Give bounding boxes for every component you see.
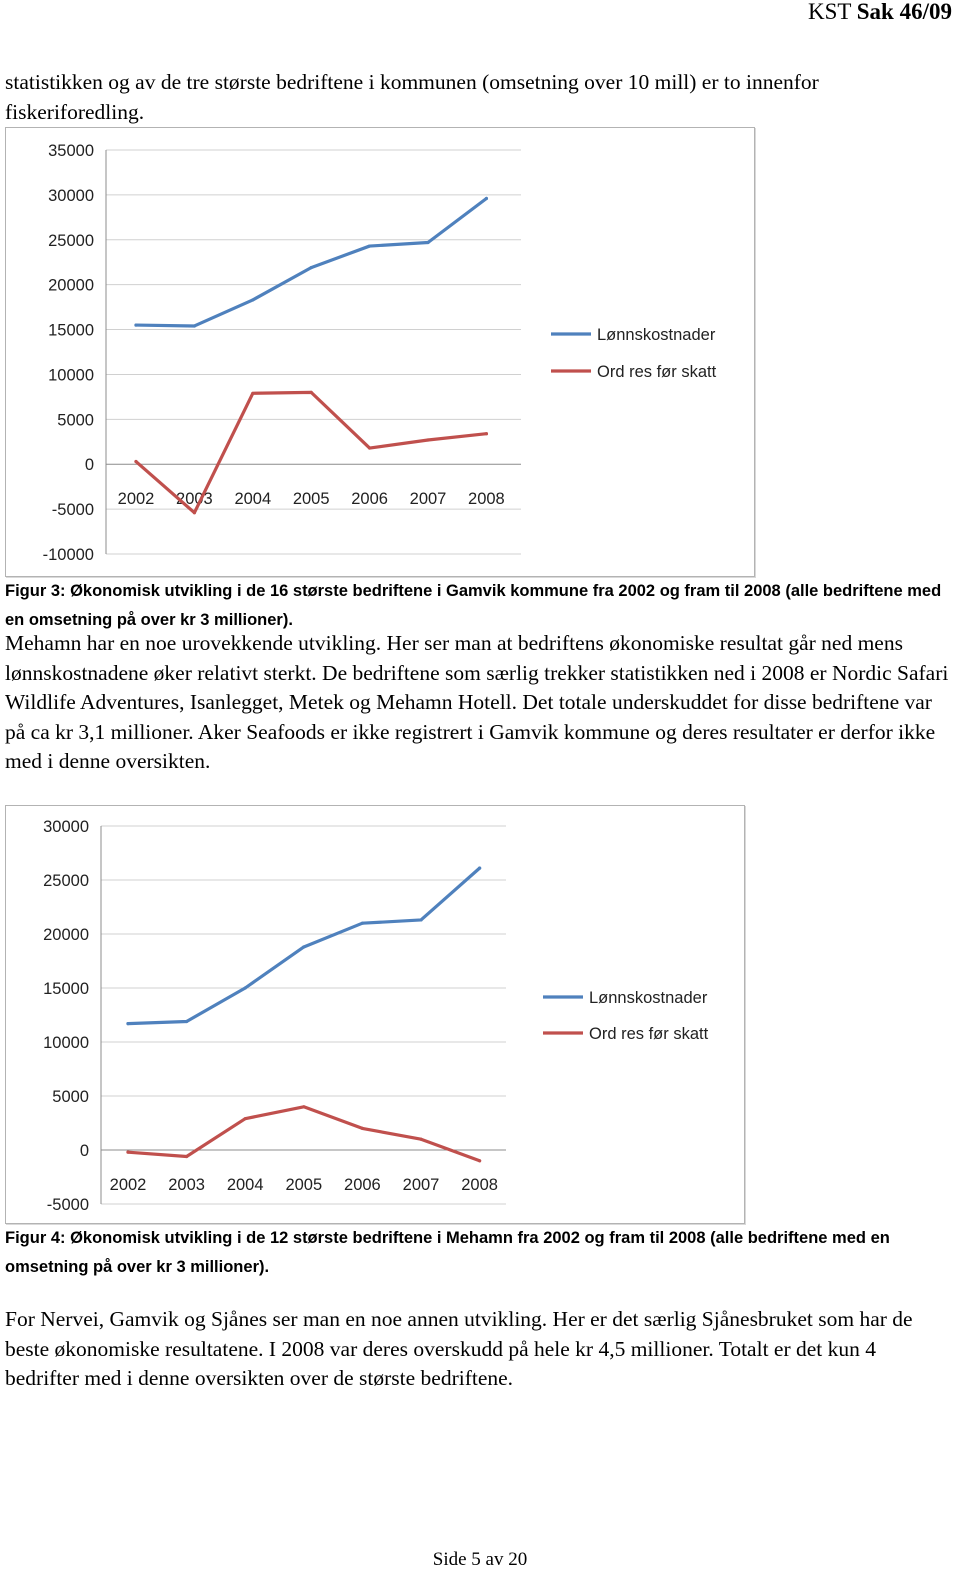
y-tick-label: 15000: [48, 321, 94, 340]
x-tick-label: 2003: [168, 1176, 205, 1194]
page-footer: Side 5 av 20: [432, 1549, 528, 1570]
data-point: [426, 241, 429, 244]
y-tick-label: 10000: [43, 1034, 89, 1052]
data-point: [251, 392, 254, 395]
series-line-1: [136, 198, 486, 325]
y-tick-label: 20000: [48, 276, 94, 295]
x-tick-label: 2002: [117, 490, 155, 509]
data-point: [244, 986, 247, 989]
figure-4-svg: [6, 806, 744, 1223]
x-tick-label: 2003: [176, 490, 213, 509]
data-point: [185, 1155, 188, 1158]
figure-4-chart: [5, 805, 745, 1224]
figure-3-svg: [6, 128, 754, 576]
data-point: [485, 432, 488, 435]
data-point: [193, 324, 196, 327]
legend-label: Lønnskostnader: [597, 326, 716, 344]
data-point: [478, 867, 481, 870]
x-tick-label: 2004: [234, 490, 272, 509]
y-tick-label: 25000: [48, 231, 94, 250]
data-point: [310, 266, 313, 269]
x-tick-label: 2006: [344, 1176, 381, 1194]
header-prefix: KST: [807, 0, 852, 24]
y-tick-label: 10000: [48, 366, 94, 385]
data-point: [126, 1151, 129, 1154]
paragraph-intro: statistikken og av de tre største bedriftene i kommunen (omsetning over 10 mill) er to innenfor fiskeriforedling.: [5, 70, 819, 124]
y-tick-label: 15000: [43, 980, 89, 998]
data-point: [361, 1127, 364, 1130]
page-header: [808, 0, 952, 24]
x-tick-label: 2008: [461, 1176, 498, 1194]
legend-label: Ord res før skatt: [589, 1025, 709, 1043]
x-tick-label: 2005: [285, 1176, 323, 1194]
x-tick-label: 2005: [292, 490, 330, 509]
data-point: [368, 446, 371, 449]
data-point: [478, 1159, 481, 1162]
figure-3-chart: [5, 127, 755, 577]
data-point: [368, 244, 371, 247]
figure-3-caption: Figur 3: Økonomisk utvikling i de 16 største bedriftene i Gamvik kommune fra 2002 og fram til 2008 (alle bedriftene med en omsetning på over kr 3 millioner).: [5, 582, 942, 629]
y-tick-label: -5000: [51, 501, 94, 520]
x-tick-label: 2006: [351, 490, 388, 509]
data-point: [419, 1138, 422, 1141]
figure-4-caption: Figur 4: Økonomisk utvikling i de 12 største bedriftene i Mehamn fra 2002 og fram til 2008 (alle bedriftene med en omsetning på over kr 3 millioner).: [5, 1229, 890, 1276]
data-point: [126, 1022, 129, 1025]
data-point: [361, 922, 364, 925]
data-point: [134, 323, 137, 326]
legend-label: Ord res før skatt: [597, 363, 717, 381]
paragraph-mehamn: Mehamn har en noe urovekkende utvikling. Her ser man at bedriftens økonomiske resultat går ned mens lønnskostnadene øker relativt sterkt. De bedriftene som særlig trekker statistikken ned i 2008 er Nordic Safari Wildlife Adventures, Isanlegget, Metek og Mehamn Hotell. Det totale underskuddet for disse bedriftene var på ca kr 3,1 millioner. Aker Seafoods er ikke registrert i Gamvik kommune og deres resultater er derfor ikke med i denne oversikten.: [5, 631, 949, 773]
data-point: [185, 1020, 188, 1023]
legend-label: Lønnskostnader: [589, 989, 708, 1007]
series-line-2: [128, 1107, 480, 1161]
y-tick-label: 0: [84, 456, 94, 475]
x-tick-label: 2008: [468, 490, 505, 509]
data-point: [485, 197, 488, 200]
data-point: [302, 945, 305, 948]
data-point: [310, 391, 313, 394]
y-tick-label: 30000: [43, 818, 89, 836]
data-point: [244, 1117, 247, 1120]
y-tick-label: 0: [79, 1142, 89, 1160]
y-tick-label: 30000: [48, 186, 94, 205]
data-point: [302, 1105, 305, 1108]
data-point: [251, 298, 254, 301]
data-point: [134, 460, 137, 463]
header-case-number: Sak 46/09: [856, 0, 952, 24]
x-tick-label: 2002: [109, 1176, 147, 1194]
y-tick-label: 5000: [52, 1088, 89, 1106]
y-tick-label: 35000: [48, 142, 94, 160]
y-tick-label: 25000: [43, 872, 89, 890]
x-tick-label: 2004: [226, 1176, 264, 1194]
y-tick-label: 5000: [57, 411, 94, 430]
x-tick-label: 2007: [402, 1176, 440, 1194]
data-point: [426, 438, 429, 441]
x-tick-label: 2007: [409, 490, 447, 509]
y-tick-label: -5000: [46, 1196, 89, 1214]
data-point: [419, 918, 422, 921]
y-tick-label: -10000: [42, 546, 94, 564]
paragraph-nervei: For Nervei, Gamvik og Sjånes ser man en noe annen utvikling. Her er det særlig Sjånesbruket som har de beste økonomiske resultatene. I 2008 var deres overskudd på hele kr 4,5 millioner. Totalt er det kun 4 bedrifter med i denne oversikten over de største bedriftene.: [5, 1307, 913, 1390]
data-point: [193, 511, 196, 514]
y-tick-label: 20000: [43, 926, 89, 944]
